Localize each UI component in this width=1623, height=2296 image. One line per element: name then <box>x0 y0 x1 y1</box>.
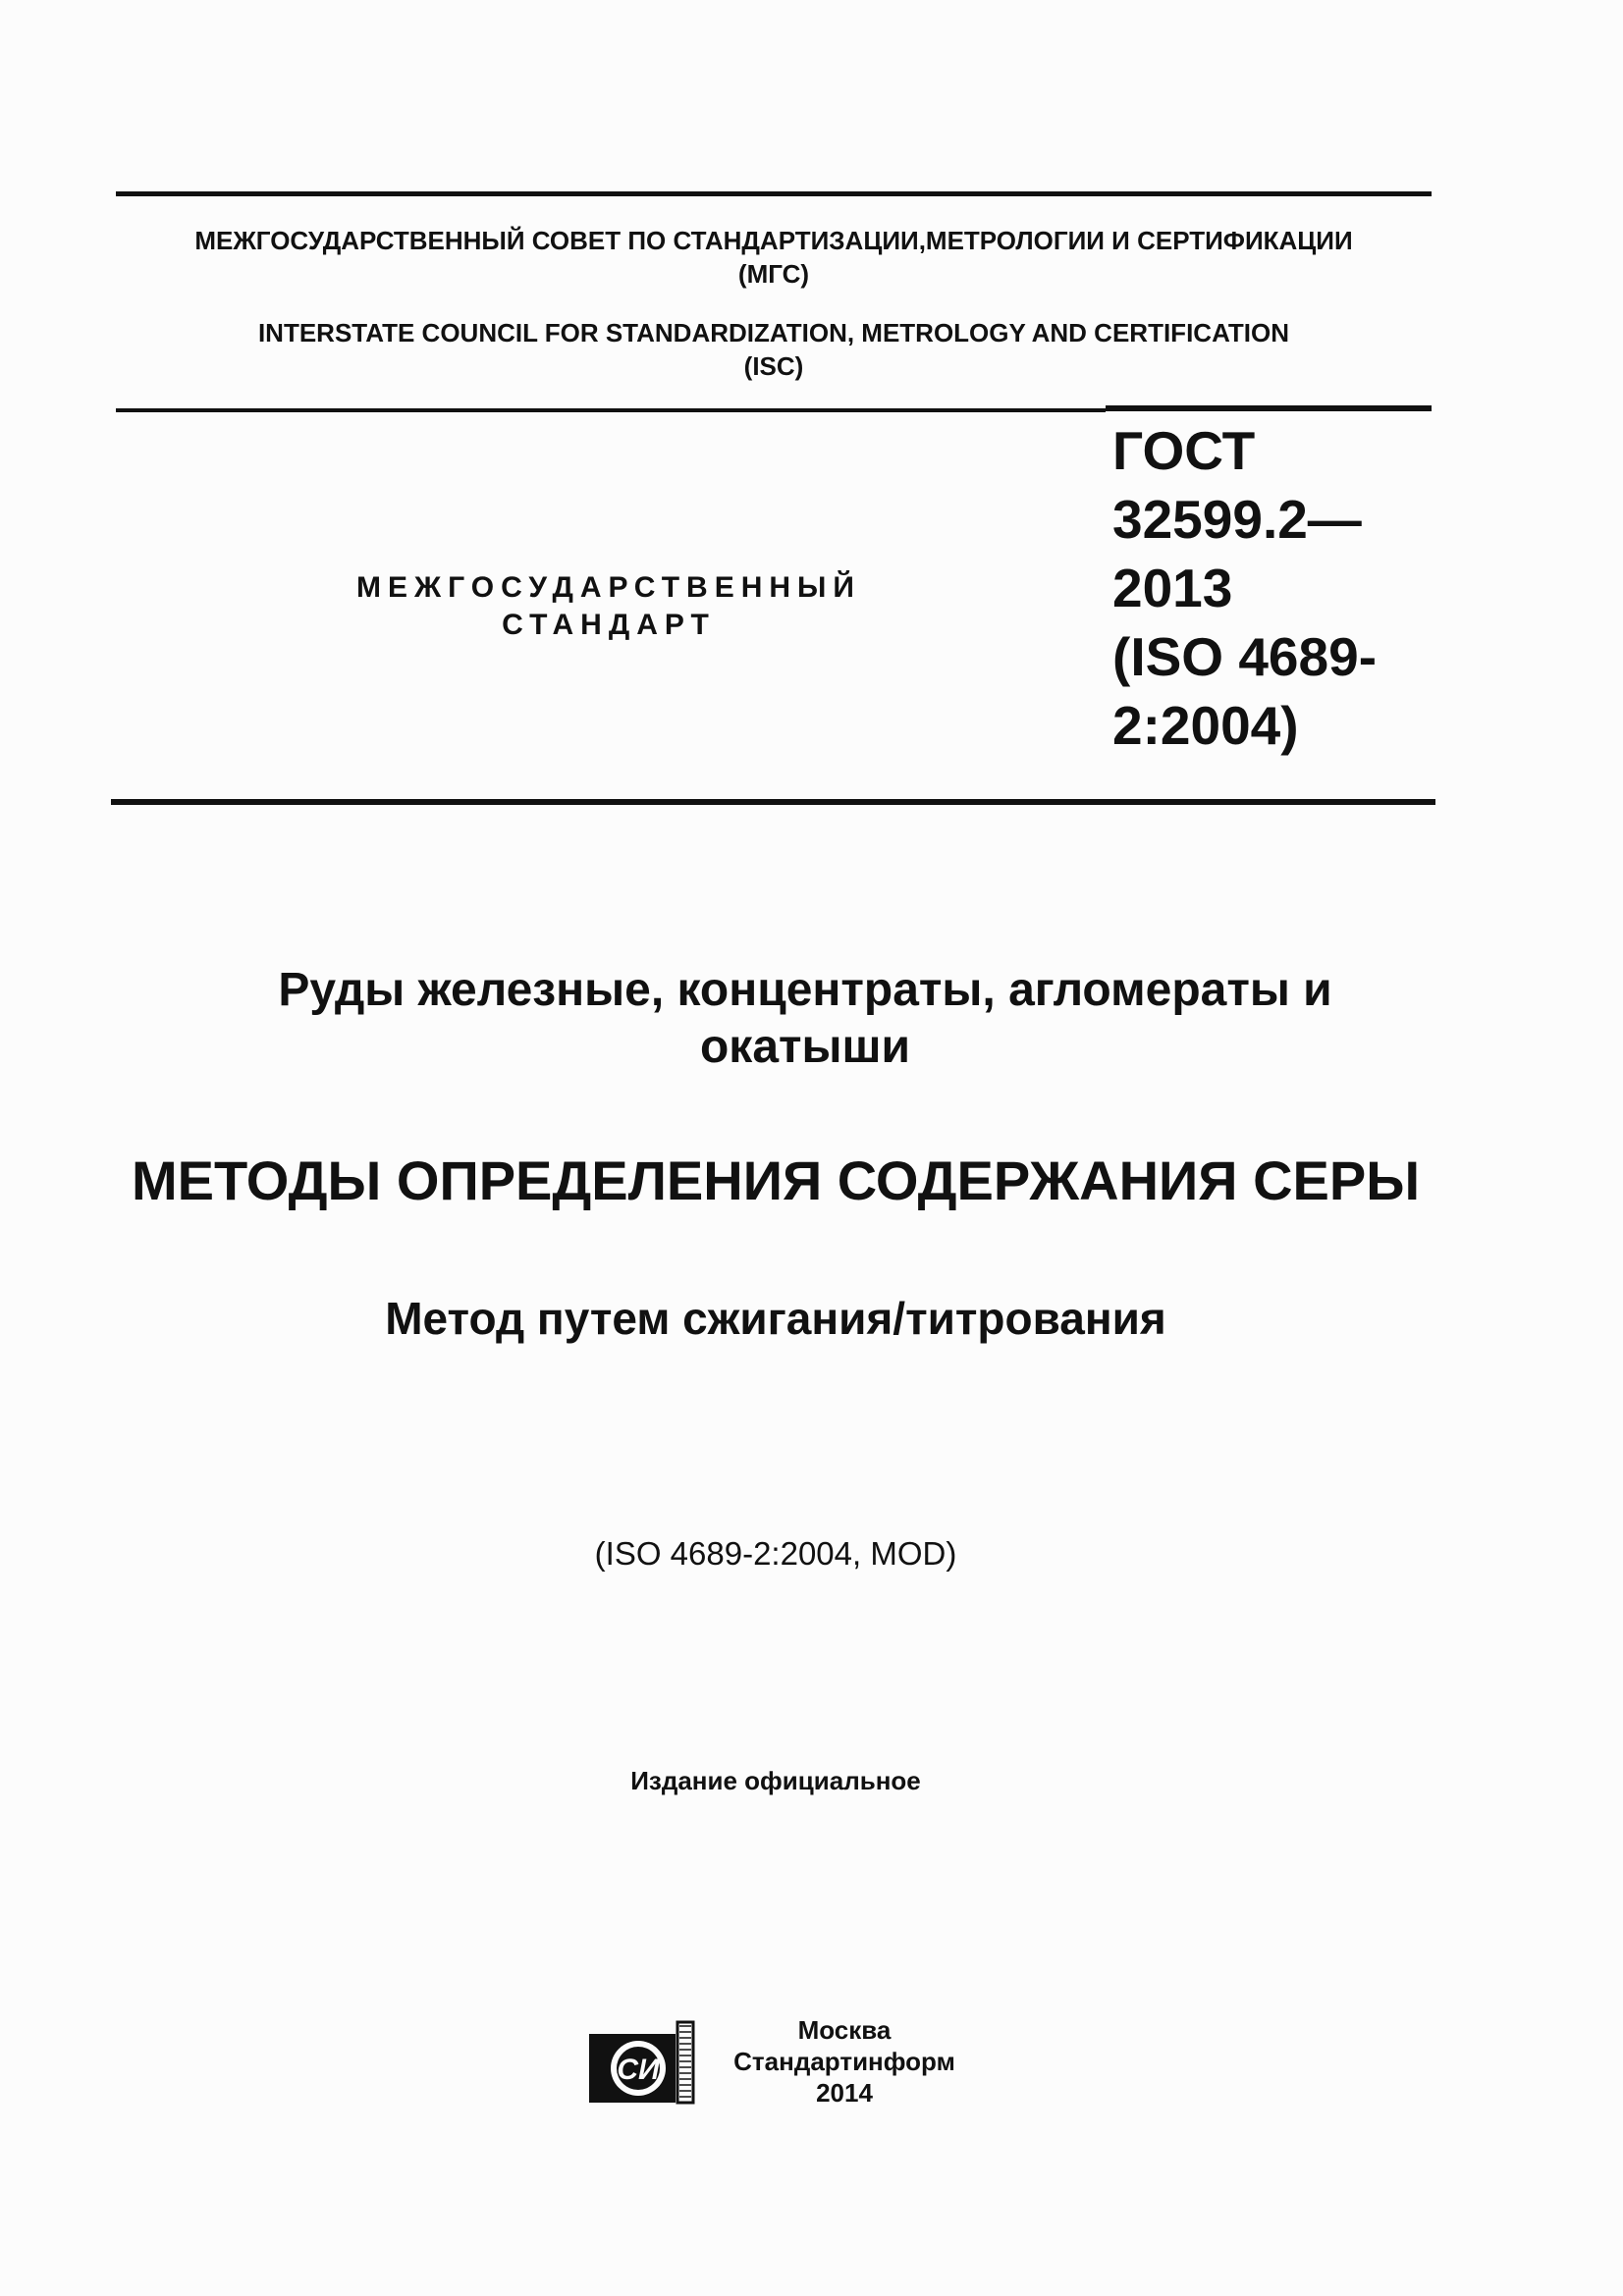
standard-kind-line2: СТАНДАРТ <box>502 609 716 641</box>
publisher-name: Стандартинформ <box>733 2047 955 2076</box>
header-rule-right <box>1106 405 1432 411</box>
edition-label: Издание официальное <box>630 1766 921 1795</box>
gost-number-line: 32599.2— <box>1112 489 1362 550</box>
gost-number <box>1112 416 1436 760</box>
gost-number-line: 2:2004) <box>1112 695 1299 756</box>
document-title-line2: окатыши <box>699 1021 911 1073</box>
header-bottom-rule <box>111 799 1435 805</box>
publisher-block <box>707 2014 982 2109</box>
council-en <box>116 316 1432 383</box>
standard-kind <box>295 569 923 644</box>
methods-heading: МЕТОДЫ ОПРЕДЕЛЕНИЯ СОДЕРЖАНИЯ СЕРЫ <box>131 1149 1421 1211</box>
header-rule-left <box>116 408 1106 412</box>
top-rule <box>116 191 1432 196</box>
council-ru-line2: (МГС) <box>737 259 810 289</box>
standartinform-logo-icon <box>587 2020 695 2105</box>
gost-number-line: (ISO 4689- <box>1112 626 1378 687</box>
gost-number-line: ГОСТ <box>1112 420 1256 481</box>
publisher-city: Москва <box>797 2015 892 2045</box>
council-en-line2: (ISC) <box>743 351 804 381</box>
iso-reference: (ISO 4689-2:2004, MOD) <box>594 1535 957 1572</box>
council-ru-line1: МЕЖГОСУДАРСТВЕННЫЙ СОВЕТ ПО СТАНДАРТИЗАЦИИ,МЕТРОЛОГИИ И СЕРТИФИКАЦИИ <box>194 226 1353 255</box>
document-title <box>147 962 1463 1076</box>
standard-kind-line1: МЕЖГОСУДАРСТВЕННЫЙ <box>356 571 861 604</box>
method-subtitle: Метод путем сжигания/титрования <box>385 1293 1166 1344</box>
council-en-line1: INTERSTATE COUNCIL FOR STANDARDIZATION, METROLOGY AND CERTIFICATION <box>257 318 1290 347</box>
gost-number-line: 2013 <box>1112 558 1233 618</box>
svg-text:СИ: СИ <box>617 2054 660 2086</box>
council-ru <box>116 224 1432 291</box>
publisher-year: 2014 <box>816 2078 873 2108</box>
document-title-line1: Руды железные, концентраты, агломераты и <box>278 964 1332 1016</box>
